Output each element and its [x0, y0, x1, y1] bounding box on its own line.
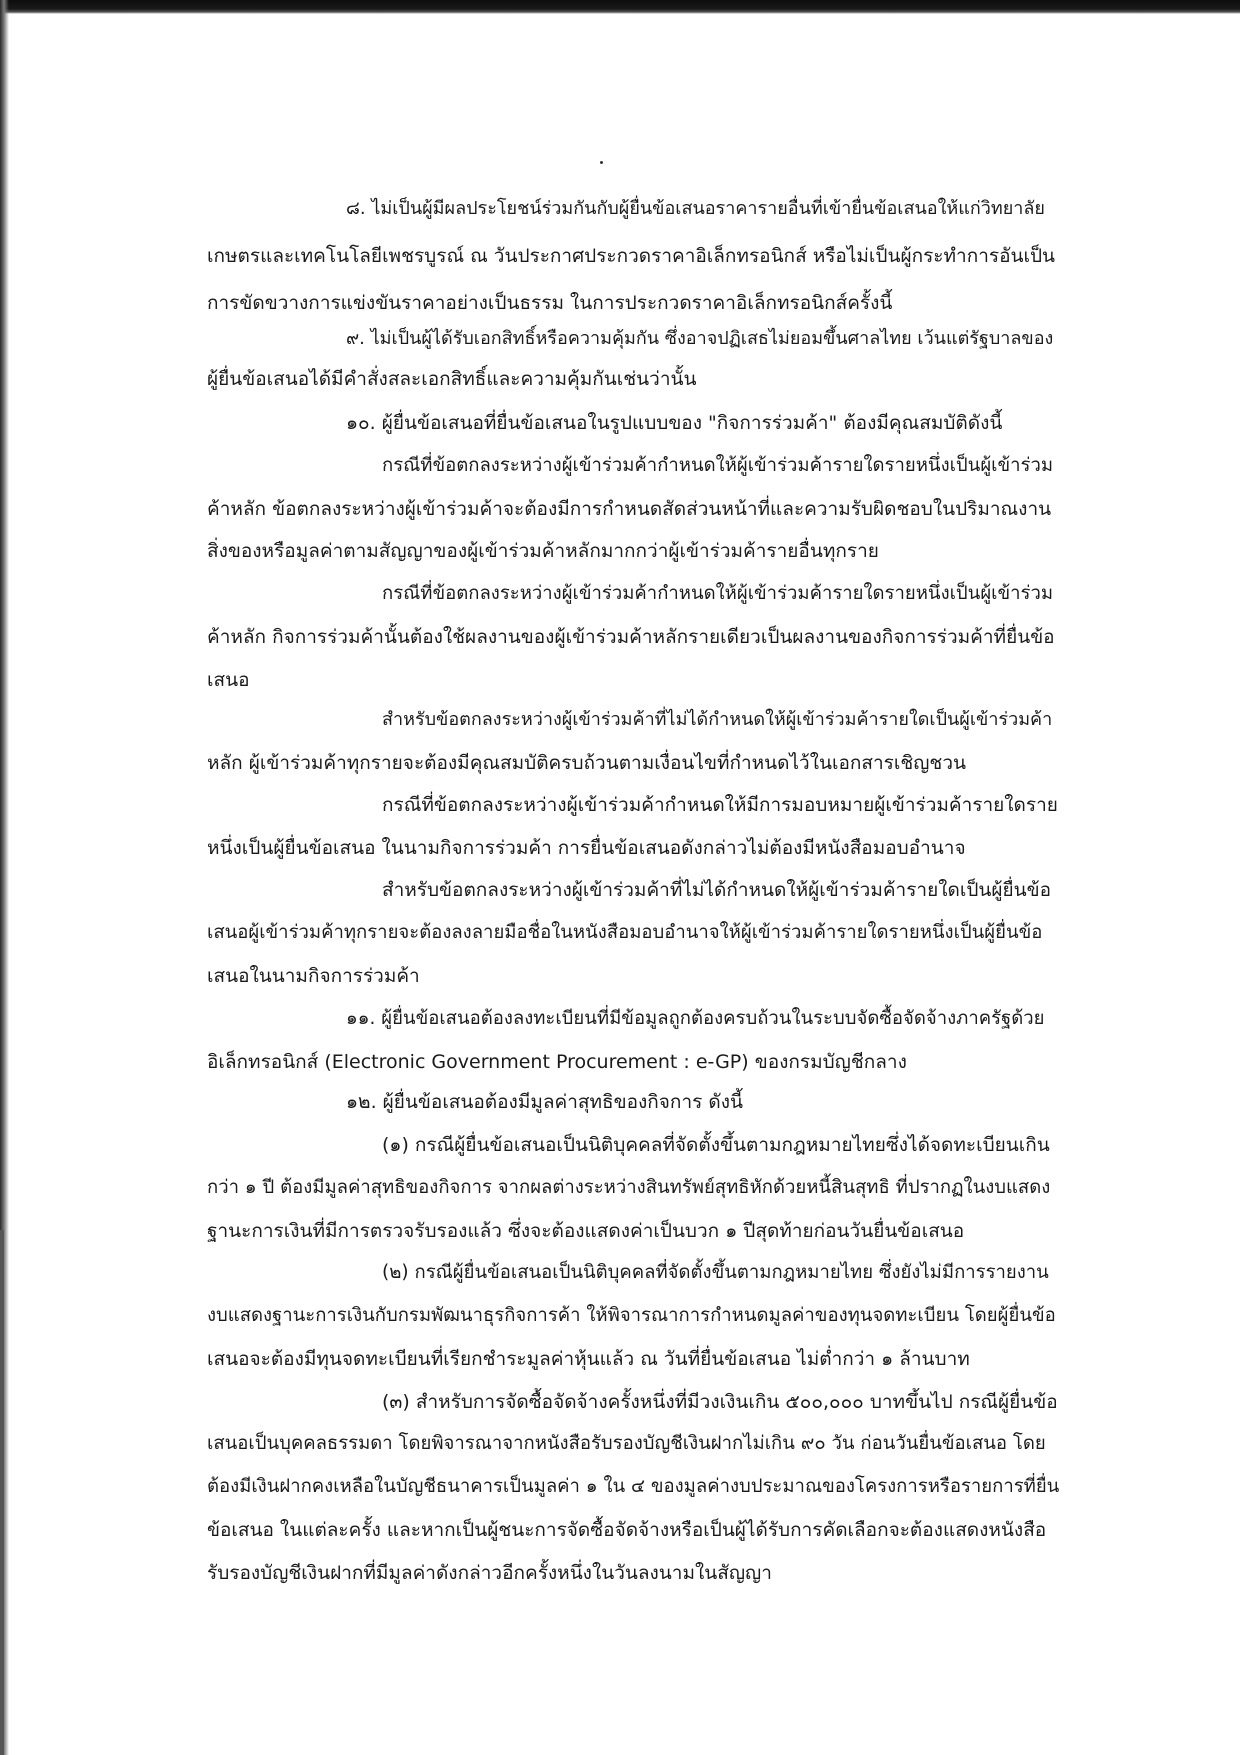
- scan-top-border: [0, 0, 1240, 14]
- clause-10-case2-line-1: กรณีที่ข้อตกลงระหว่างผู้เข้าร่วมค้ากำหนดให้ผู้เข้าร่วมค้ารายใดรายหนึ่งเป็นผู้เข้าร่วม: [382, 583, 1054, 604]
- clause-9-line-2: ผู้ยื่นข้อเสนอได้มีคำสั่งสละเอกสิทธิ์และความคุ้มกันเช่นว่านั้น: [207, 368, 697, 390]
- clause-12-item3-line-1: (๓) สำหรับการจัดซื้อจัดจ้างครั้งหนึ่งที่มีวงเงินเกิน ๕๐๐,๐๐๐ บาทขึ้นไป กรณีผู้ยื่นข้อ: [382, 1391, 1058, 1413]
- clause-10-case5-line-2: เสนอผู้เข้าร่วมค้าทุกรายจะต้องลงลายมือชื่อในหนังสือมอบอำนาจให้ผู้เข้าร่วมค้ารายใดรายหนึ่งเป็นผู้ยื่นข้อ: [207, 922, 1043, 943]
- scan-speck: [600, 161, 603, 164]
- clause-8-line-3: การขัดขวางการแข่งขันราคาอย่างเป็นธรรม ในการประกวดราคาอิเล็กทรอนิกส์ครั้งนี้: [207, 292, 893, 314]
- clause-10-case4-line-2: หนึ่งเป็นผู้ยื่นข้อเสนอ ในนามกิจการร่วมค้า การยื่นข้อเสนอดังกล่าวไม่ต้องมีหนังสือมอบอำนาจ: [207, 837, 966, 859]
- clause-12-item3-line-2: เสนอเป็นบุคคลธรรมดา โดยพิจารณาจากหนังสือรับรองบัญชีเงินฝากไม่เกิน ๙๐ วัน ก่อนวันยื่นข้อเสนอ โดย: [207, 1433, 1046, 1454]
- clause-10-case5-line-1: สำหรับข้อตกลงระหว่างผู้เข้าร่วมค้าที่ไม่ได้กำหนดให้ผู้เข้าร่วมค้ารายใดเป็นผู้ยื่นข้อ: [382, 879, 1052, 901]
- clause-11-line-1: ๑๑. ผู้ยื่นข้อเสนอต้องลงทะเบียนที่มีข้อมูลถูกต้องครบถ้วนในระบบจัดซื้อจัดจ้างภาครัฐด้วย: [346, 1008, 1045, 1029]
- clause-12-item2-line-2: งบแสดงฐานะการเงินกับกรมพัฒนาธุรกิจการค้า ให้พิจารณาการกำหนดมูลค่าของทุนจดทะเบียน โดยผู้ยื่นข้อ: [207, 1305, 1056, 1326]
- clause-10-case1-line-2: ค้าหลัก ข้อตกลงระหว่างผู้เข้าร่วมค้าจะต้องมีการกำหนดสัดส่วนหน้าที่และความรับผิดชอบในปริมาณงาน: [207, 498, 1052, 520]
- clause-8-line-1: ๘. ไม่เป็นผู้มีผลประโยชน์ร่วมกันกับผู้ยื่นข้อเสนอราคารายอื่นที่เข้ายื่นข้อเสนอให้แก่วิทยาลัย: [346, 198, 1045, 219]
- clause-10-case4-line-1: กรณีที่ข้อตกลงระหว่างผู้เข้าร่วมค้ากำหนดให้มีการมอบหมายผู้เข้าร่วมค้ารายใดราย: [382, 794, 1058, 816]
- clause-10-case1-line-3: สิ่งของหรือมูลค่าตามสัญญาของผู้เข้าร่วมค้าหลักมากกว่าผู้เข้าร่วมค้ารายอื่นทุกราย: [207, 540, 879, 562]
- clause-12-heading: ๑๒. ผู้ยื่นข้อเสนอต้องมีมูลค่าสุทธิของกิจการ ดังนี้: [346, 1091, 743, 1113]
- clause-12-item1-line-2: กว่า ๑ ปี ต้องมีมูลค่าสุทธิของกิจการ จากผลต่างระหว่างสินทรัพย์สุทธิหักด้วยหนี้สินสุทธิ ที่ปรากฏในงบแสดง: [207, 1177, 1051, 1198]
- clause-10-case2-line-2: ค้าหลัก กิจการร่วมค้านั้นต้องใช้ผลงานของผู้เข้าร่วมค้าหลักรายเดียวเป็นผลงานของกิจการร่วมค้าที่ยื่นข้อ: [207, 626, 1055, 648]
- clause-12-item3-line-5: รับรองบัญชีเงินฝากที่มีมูลค่าดังกล่าวอีกครั้งหนึ่งในวันลงนามในสัญญา: [207, 1562, 772, 1584]
- scan-left-shadow: [0, 1230, 4, 1755]
- clause-10-case5-line-3: เสนอในนามกิจการร่วมค้า: [207, 965, 420, 987]
- clause-10-case3-line-1: สำหรับข้อตกลงระหว่างผู้เข้าร่วมค้าที่ไม่ได้กำหนดให้ผู้เข้าร่วมค้ารายใดเป็นผู้เข้าร่วมค้า: [382, 709, 1053, 730]
- clause-10-case2-line-3: เสนอ: [207, 669, 250, 691]
- clause-12-item2-line-3: เสนอจะต้องมีทุนจดทะเบียนที่เรียกชำระมูลค่าหุ้นแล้ว ณ วันที่ยื่นข้อเสนอ ไม่ต่ำกว่า ๑ ล้านบาท: [207, 1348, 970, 1370]
- clause-8-line-2: เกษตรและเทคโนโลยีเพชรบูรณ์ ณ วันประกาศประกวดราคาอิเล็กทรอนิกส์ หรือไม่เป็นผู้กระทำการอันเป็น: [207, 245, 1056, 267]
- clause-9-line-1: ๙. ไม่เป็นผู้ได้รับเอกสิทธิ์หรือความคุ้มกัน ซึ่งอาจปฏิเสธไม่ยอมขึ้นศาลไทย เว้นแต่รัฐบาลของ: [346, 328, 1054, 349]
- clause-12-item3-line-4: ข้อเสนอ ในแต่ละครั้ง และหากเป็นผู้ชนะการจัดซื้อจัดจ้างหรือเป็นผู้ได้รับการคัดเลือกจะต้องแสดงหนังสือ: [207, 1519, 1047, 1541]
- clause-12-item3-line-3: ต้องมีเงินฝากคงเหลือในบัญชีธนาคารเป็นมูลค่า ๑ ใน ๔ ของมูลค่างบประมาณของโครงการหรือรายการที่ยื่น: [207, 1476, 1060, 1497]
- clause-12-item1-line-3: ฐานะการเงินที่มีการตรวจรับรองแล้ว ซึ่งจะต้องแสดงค่าเป็นบวก ๑ ปีสุดท้ายก่อนวันยื่นข้อเสนอ: [207, 1220, 965, 1242]
- clause-10-case3-line-2: หลัก ผู้เข้าร่วมค้าทุกรายจะต้องมีคุณสมบัติครบถ้วนตามเงื่อนไขที่กำหนดไว้ในเอกสารเชิญชวน: [207, 752, 966, 774]
- clause-10-case1-line-1: กรณีที่ข้อตกลงระหว่างผู้เข้าร่วมค้ากำหนดให้ผู้เข้าร่วมค้ารายใดรายหนึ่งเป็นผู้เข้าร่วม: [382, 455, 1054, 476]
- clause-12-item1-line-1: (๑) กรณีผู้ยื่นข้อเสนอเป็นนิติบุคคลที่จัดตั้งขึ้นตามกฎหมายไทยซึ่งได้จดทะเบียนเกิน: [382, 1134, 1050, 1156]
- clause-10-heading: ๑๐. ผู้ยื่นข้อเสนอที่ยื่นข้อเสนอในรูปแบบของ "กิจการร่วมค้า" ต้องมีคุณสมบัติดังนี้: [346, 412, 1003, 434]
- clause-12-item2-line-1: (๒) กรณีผู้ยื่นข้อเสนอเป็นนิติบุคคลที่จัดตั้งขึ้นตามกฎหมายไทย ซึ่งยังไม่มีการรายงาน: [382, 1262, 1049, 1283]
- clause-11-line-2: อิเล็กทรอนิกส์ (Electronic Government Procurement : e-GP) ของกรมบัญชีกลาง: [207, 1051, 907, 1073]
